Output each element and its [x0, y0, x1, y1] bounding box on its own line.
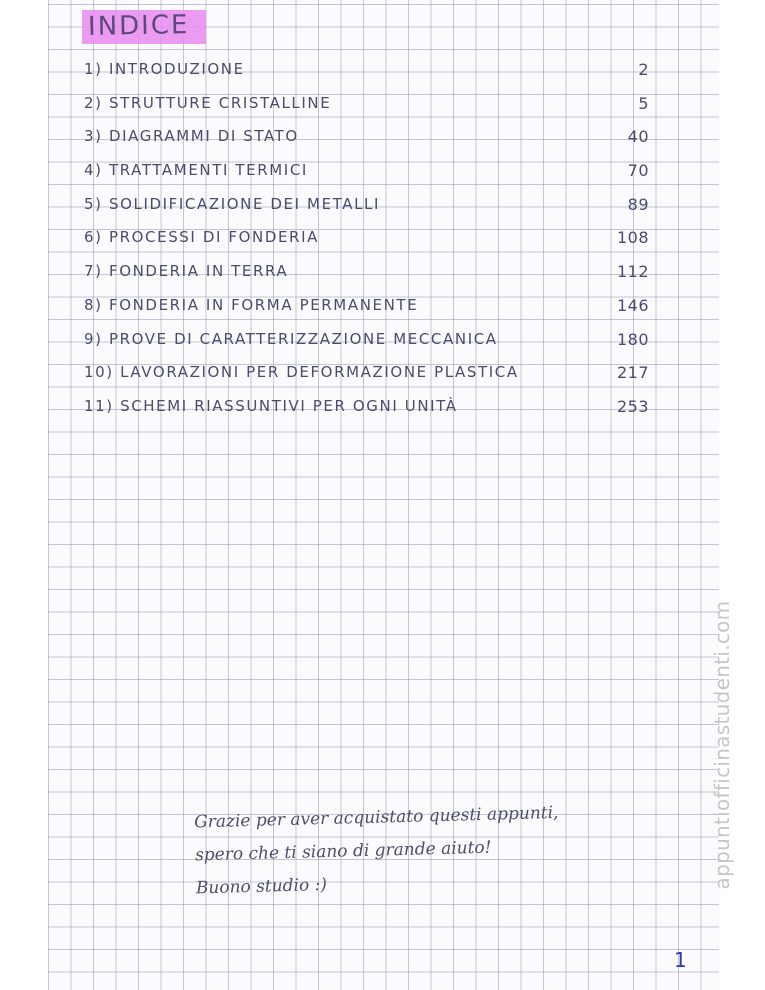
closing-line: spero che ti siano di grande aiuto! [194, 837, 492, 866]
toc-entry-page: 108 [616, 228, 649, 248]
page-number: 1 [674, 948, 687, 972]
toc-entry [84, 123, 649, 157]
toc-entry-page: 217 [616, 363, 649, 383]
toc-entry-label: 8) FONDERIA IN FORMA PERMANENTE [84, 295, 419, 314]
page-title: INDICE [87, 10, 190, 42]
toc-entry-label: 7) FONDERIA IN TERRA [84, 262, 289, 281]
watermark: appuntiofficinastudenti.com [710, 600, 734, 890]
toc-entry-page: 112 [616, 262, 649, 282]
toc-entry-label: 9) PROVE DI CARATTERIZZAZIONE MECCANICA [84, 329, 498, 348]
toc-entry-label: 4) TRATTAMENTI TERMICI [84, 161, 308, 180]
closing-note [194, 794, 686, 906]
toc-entry-label: 10) LAVORAZIONI PER DEFORMAZIONE PLASTICA [84, 363, 519, 382]
toc-entry [84, 258, 649, 292]
page-left-margin [0, 0, 48, 990]
toc-entry-label: 1) INTRODUZIONE [84, 60, 245, 78]
toc-entry [84, 191, 649, 225]
toc-entry-page: 89 [627, 194, 649, 214]
toc-entry [84, 157, 649, 191]
toc-entry [84, 90, 649, 124]
toc-entry-label: 2) STRUTTURE CRISTALLINE [84, 93, 332, 112]
toc-entry-page: 70 [627, 161, 649, 181]
toc-entry [84, 224, 649, 258]
toc-entry-label: 11) SCHEMI RIASSUNTIVI PER OGNI UNITÀ [84, 396, 458, 415]
toc-entry [84, 56, 649, 90]
closing-line: Grazie per aver acquistato questi appunti, [193, 802, 559, 833]
toc-entry [84, 393, 649, 427]
toc-entry [84, 326, 649, 360]
table-of-contents [84, 56, 649, 427]
toc-entry-page: 40 [627, 127, 649, 147]
toc-entry [84, 292, 649, 326]
toc-entry-page: 253 [616, 396, 649, 416]
toc-entry-page: 180 [616, 329, 649, 349]
toc-entry-page: 2 [638, 60, 649, 79]
toc-entry [84, 359, 649, 393]
toc-entry-label: 5) SOLIDIFICAZIONE DEI METALLI [84, 194, 381, 213]
toc-entry-page: 146 [616, 295, 649, 315]
toc-entry-label: 6) PROCESSI DI FONDERIA [84, 228, 319, 247]
toc-entry-page: 5 [638, 93, 649, 113]
toc-entry-label: 3) DIAGRAMMI DI STATO [84, 127, 299, 146]
closing-line: Buono studio :) [195, 874, 328, 899]
